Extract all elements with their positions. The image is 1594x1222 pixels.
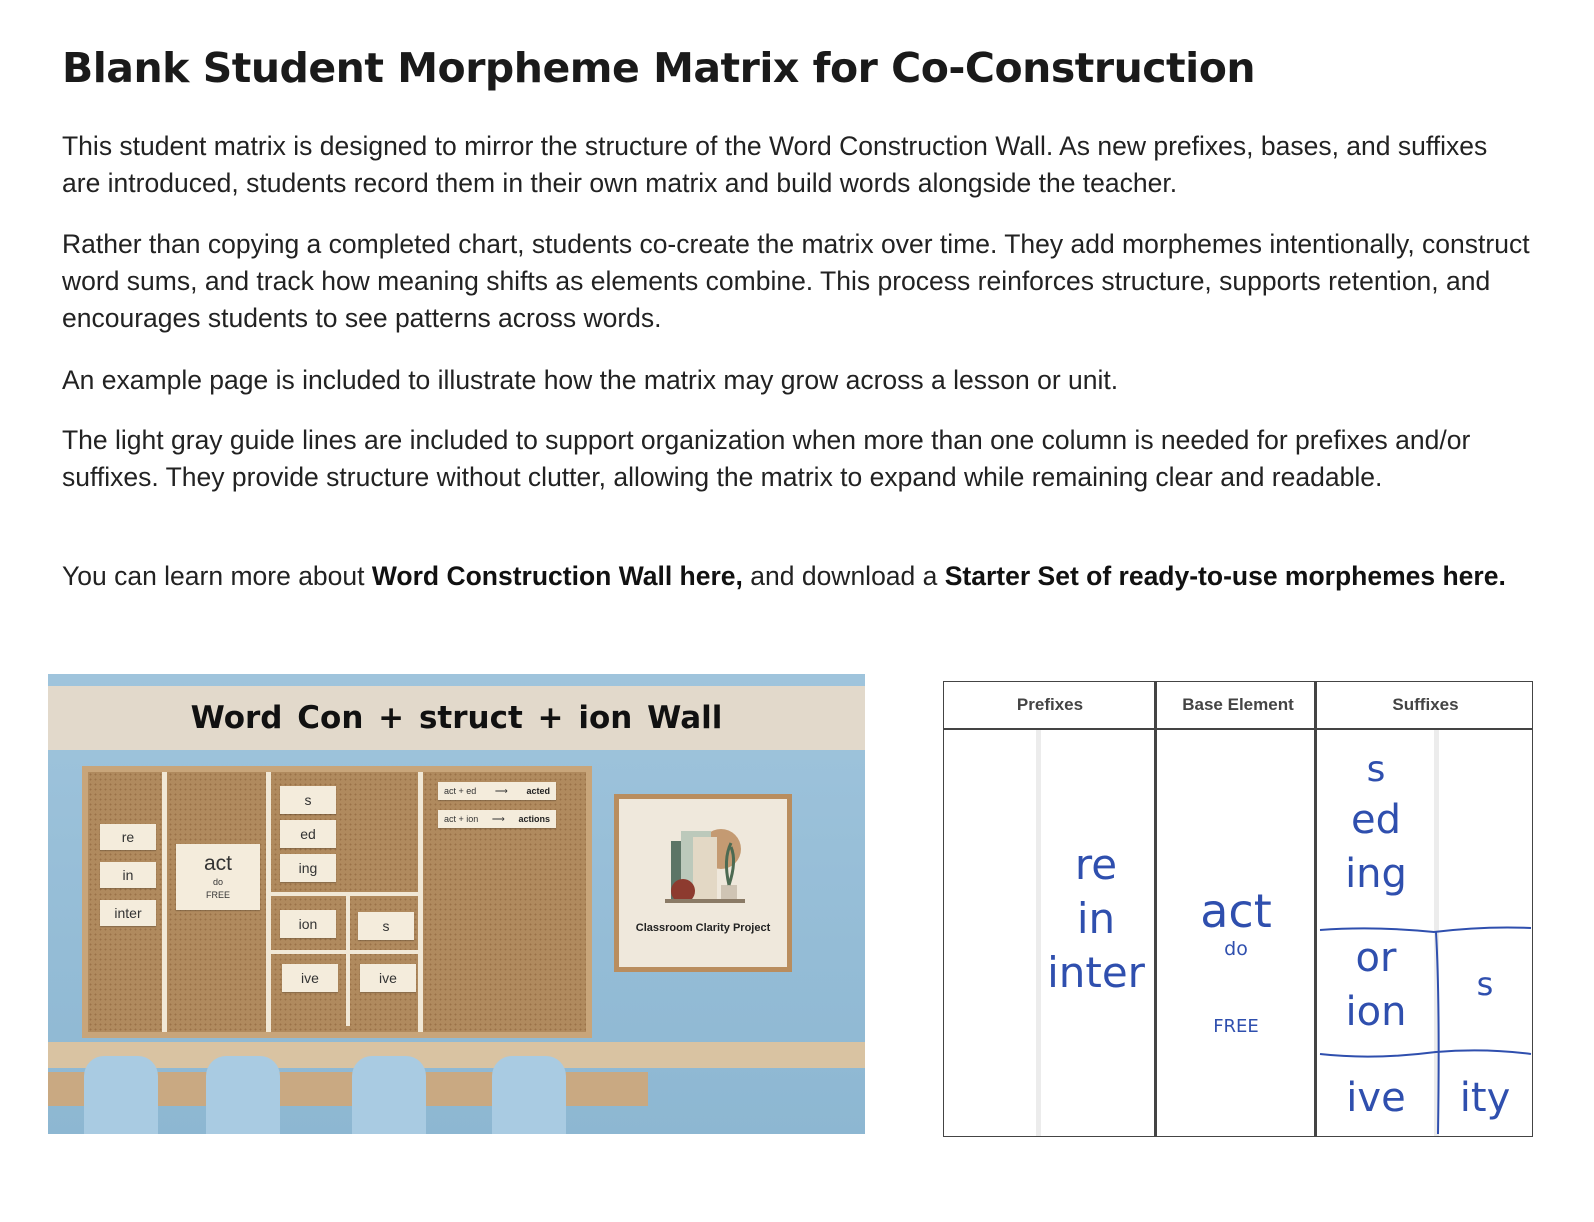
arrow-icon: ⟶ <box>491 813 505 824</box>
word-sum-text: act + ed <box>444 786 477 796</box>
word-sum-result: actions <box>518 814 550 824</box>
suffix-entry: ion <box>1345 989 1407 1035</box>
morpheme-matrix <box>943 681 1533 1137</box>
prefixes-header: Prefixes <box>1016 695 1084 714</box>
suffix-card: ive <box>360 964 416 992</box>
suffix-card: ion <box>280 910 336 938</box>
arrow-icon: ⟶ <box>494 785 508 796</box>
base-entry-sub: FREE <box>1213 1016 1259 1037</box>
example-paragraph: An example page is included to illustrate how the matrix may grow across a lesson or unit. <box>62 365 1119 395</box>
suffix-entry: ity <box>1459 1075 1511 1121</box>
suffix-card: ed <box>280 820 336 848</box>
links-paragraph <box>62 558 1532 595</box>
links-text: and download a <box>742 561 945 591</box>
books-plant-illustration <box>619 799 787 919</box>
word-construction-wall-link[interactable]: Word Construction Wall here, <box>371 561 743 591</box>
suffix-card: ing <box>280 854 336 882</box>
suffixes-header: Suffixes <box>1392 695 1459 714</box>
chair <box>84 1056 158 1134</box>
board-divider <box>271 950 418 954</box>
prefix-card: inter <box>100 900 156 926</box>
chair <box>492 1056 566 1134</box>
base-card <box>176 844 260 910</box>
classroom-clarity-poster <box>614 794 792 972</box>
word-wall-photo <box>48 674 865 1134</box>
suffix-entry: s <box>1476 965 1494 1003</box>
guide-lines-paragraph: The light gray guide lines are included to support organization when more than one column is needed for prefixes and/or suffixes. They provide structure without clutter, allowing the matrix to expand while remaining clear and readable. <box>62 425 1471 492</box>
cork-board <box>82 766 592 1038</box>
suffix-card: ive <box>282 964 338 992</box>
base-card-sub: FREE <box>205 890 230 900</box>
word-sum-result: acted <box>526 786 550 796</box>
suffix-entry: s <box>1366 749 1386 790</box>
base-card-main: act <box>203 852 232 875</box>
prefix-entry: in <box>1076 894 1116 943</box>
suffix-card: s <box>358 912 414 940</box>
base-element-header: Base Element <box>1182 695 1294 714</box>
cocreate-paragraph: Rather than copying a completed chart, students co-create the matrix over time. They add morphemes intentionally, construct word sums, and track how meaning shifts as elements combine. This process reinforces structure, supports retention, and encourages students to see patterns across words. <box>62 229 1530 333</box>
wall-banner: Word Con + struct + ion Wall <box>48 686 865 750</box>
chair <box>206 1056 280 1134</box>
suffix-entry: ive <box>1346 1075 1406 1121</box>
starter-set-link[interactable]: Starter Set of ready-to-use morphemes here. <box>944 561 1506 591</box>
prefix-card: in <box>100 862 156 888</box>
board-divider <box>266 772 271 1032</box>
prefix-entry: inter <box>1047 948 1145 997</box>
chair <box>352 1056 426 1134</box>
intro-paragraph: This student matrix is designed to mirror the structure of the Word Construction Wall. As new prefixes, bases, and suffixes are introduced, students record them in their own matrix and build words alongside the teacher. <box>62 131 1488 198</box>
suffix-card: s <box>280 786 336 814</box>
prefix-card: re <box>100 824 156 850</box>
base-card-sub: do <box>212 877 223 887</box>
board-divider <box>346 896 350 1026</box>
word-sum-text: act + ion <box>444 814 479 824</box>
poster-label: Classroom Clarity Project <box>635 922 771 934</box>
page-title: Blank Student Morpheme Matrix for Co-Construction <box>62 44 1256 92</box>
links-text: You can learn more about <box>62 561 372 591</box>
prefix-entry: re <box>1074 840 1118 889</box>
board-divider <box>418 772 423 1032</box>
suffix-entry: ed <box>1351 797 1401 843</box>
suffix-entry: ing <box>1345 851 1407 897</box>
board-divider <box>162 772 167 1032</box>
board-divider <box>271 892 418 896</box>
suffix-entry: or <box>1355 935 1397 981</box>
base-entry: act <box>1200 884 1272 938</box>
word-sum-card <box>438 782 556 800</box>
shelf <box>48 1042 865 1068</box>
word-sum-card <box>438 810 556 828</box>
base-entry-sub: do <box>1224 938 1248 960</box>
